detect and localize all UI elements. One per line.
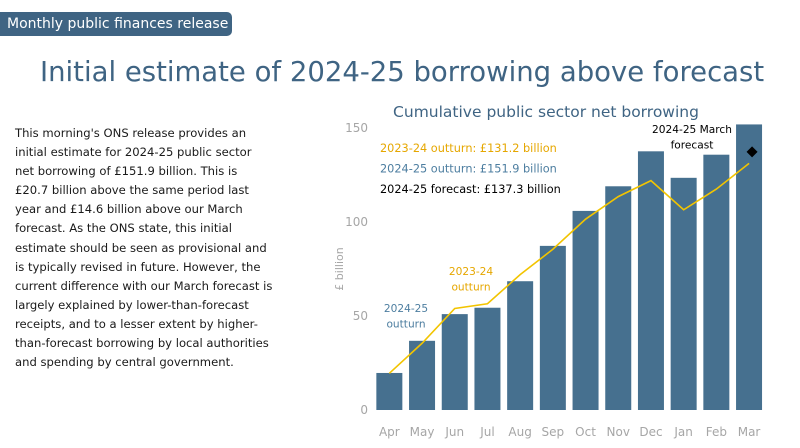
y-tick-0: 0	[360, 403, 368, 417]
y-tick-50: 50	[352, 309, 368, 323]
annotation-march-forecast-line-1: 2024-25 March	[652, 124, 732, 136]
body-paragraph: This morning's ONS release provides an initial estimate for 2024-25 public sector net borrowing of £151.9 billion. This is £20.7 billion above the same period last year and £14.6 billion above our March forecast. As the ONS state, this initial estimate should be seen as provisional and is typically revised in future. However, the current difference with our March forecast is largely explained by lower-than-forecast receipts, and to a lesser extent by higher-than-forecast borrowing by local authorities and spending by central government.	[15, 126, 273, 370]
chart-legend	[380, 142, 561, 196]
x-tick-apr: Apr	[378, 425, 400, 439]
legend-2023-24-outturn: 2023-24 outturn: £131.2 billion	[380, 142, 557, 155]
x-tick-mar: Mar	[737, 425, 761, 439]
annotation-2024-25-outturn-line-1: 2024-25	[383, 303, 429, 315]
y-axis-ticks	[345, 121, 368, 417]
x-tick-sep: Sep	[541, 425, 565, 439]
chart-title: Cumulative public sector net borrowing	[393, 103, 699, 121]
x-tick-feb: Feb	[705, 425, 727, 439]
legend-2024-25-outturn: 2024-25 outturn: £151.9 billion	[380, 162, 557, 176]
bar-apr	[376, 373, 402, 410]
release-banner: Monthly public finances release	[0, 12, 232, 36]
bar-jun	[442, 314, 468, 410]
y-tick-150: 150	[345, 121, 368, 135]
x-tick-oct: Oct	[575, 425, 596, 439]
y-tick-100: 100	[345, 215, 368, 229]
x-tick-nov: Nov	[606, 425, 630, 439]
annotation-2023-24-outturn-line-2: outturn	[451, 281, 491, 294]
bar-jul	[474, 308, 500, 410]
x-tick-jun: Jun	[445, 425, 465, 439]
bar-aug	[507, 281, 533, 410]
bar-dec	[638, 151, 664, 410]
annotation-2024-25-outturn-line-2: outturn	[386, 318, 426, 331]
bar-nov	[605, 186, 631, 410]
x-tick-may: May	[409, 425, 435, 439]
x-tick-jan: Jan	[674, 425, 693, 439]
x-tick-dec: Dec	[639, 425, 663, 439]
bar-oct	[573, 211, 599, 410]
annotation-2023-24-outturn-line-1: 2023-24	[448, 266, 494, 278]
annotation-march-forecast-line-2: forecast	[670, 139, 714, 152]
legend-2024-25-forecast: 2024-25 forecast: £137.3 billion	[380, 183, 561, 196]
bar-mar	[736, 124, 762, 410]
x-axis-ticks	[379, 425, 760, 439]
bar-jan	[671, 178, 697, 410]
y-axis-label: £ billion	[333, 247, 346, 291]
x-tick-aug: Aug	[508, 425, 532, 439]
bar-feb	[703, 155, 729, 410]
x-tick-jul: Jul	[480, 425, 495, 439]
bar-sep	[540, 246, 566, 410]
page-title: Initial estimate of 2024-25 borrowing above forecast	[40, 56, 765, 88]
